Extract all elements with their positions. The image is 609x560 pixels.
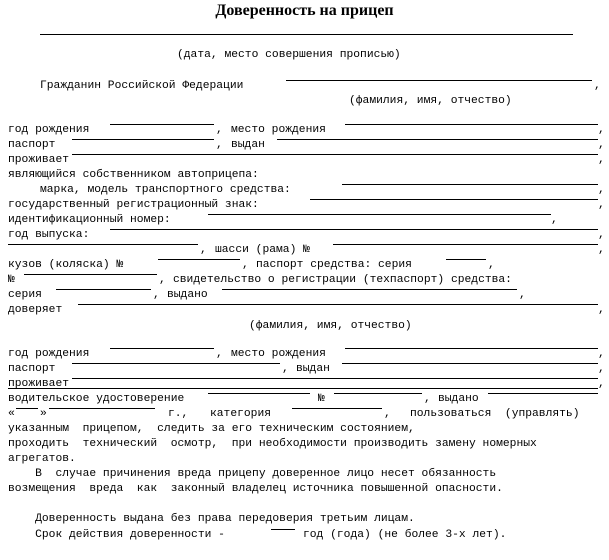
- brand-field[interactable]: [342, 184, 598, 185]
- body-field[interactable]: [158, 259, 240, 260]
- birthplace-field-2[interactable]: [345, 348, 598, 349]
- resides-label-2: проживает: [8, 378, 70, 390]
- series-label: серия: [8, 289, 42, 301]
- comma: ,: [598, 124, 605, 136]
- license-issued-field[interactable]: [488, 393, 598, 394]
- brand-label: марка, модель транспортного средства:: [40, 184, 291, 196]
- issued-label-3: выдан: [296, 363, 330, 375]
- citizen-label: Гражданин Российской Федерации: [40, 80, 244, 92]
- license-day-field[interactable]: [16, 408, 38, 409]
- comma: ,: [488, 259, 495, 271]
- birthplace-label-2: место рождения: [231, 348, 326, 360]
- comma: ,: [598, 154, 605, 166]
- body-label: кузов (коляска) №: [8, 259, 124, 271]
- birthplace-label-1: место рождения: [231, 124, 326, 136]
- comma: ,: [598, 244, 605, 256]
- paragraph-line-4: В случае причинения вреда прицепу доверенное лицо несет обязанность: [8, 468, 497, 480]
- passport-label-2: паспорт: [8, 363, 56, 375]
- date-place-field[interactable]: [40, 34, 573, 35]
- category-label: категория: [210, 408, 272, 420]
- comma: ,: [519, 289, 526, 301]
- resides-field-2[interactable]: [72, 378, 598, 379]
- date-open-quote: «: [8, 408, 15, 420]
- year-suffix: г.,: [168, 408, 189, 420]
- vehicle-passport-no-field[interactable]: [24, 274, 157, 275]
- resides-label-1: проживает: [8, 154, 70, 166]
- comma: ,: [216, 348, 223, 360]
- comma: ,: [242, 259, 249, 271]
- reg-sign-label: государственный регистрационный знак:: [8, 199, 259, 211]
- license-month-field[interactable]: [49, 408, 155, 409]
- birth-year-label-2: год рождения: [8, 348, 90, 360]
- comma: ,: [159, 274, 166, 286]
- paragraph-line-5: возмещения вреда как законный владелец источника повышенной опасности.: [8, 483, 503, 495]
- year-label: год выпуска:: [8, 229, 90, 241]
- fio-caption-1: (фамилия, имя, отчество): [349, 95, 512, 107]
- license-label: водительское удостоверение: [8, 393, 185, 405]
- date-place-caption: (дата, место совершения прописью): [177, 49, 401, 61]
- comma: ,: [551, 214, 558, 226]
- citizen-fio-field[interactable]: [286, 80, 592, 81]
- year-field-cont[interactable]: [8, 244, 198, 245]
- comma: ,: [598, 304, 605, 316]
- license-issued-label: выдано: [438, 393, 479, 405]
- validity-label: Срок действия доверенности -: [8, 529, 225, 541]
- comma: ,: [384, 408, 391, 420]
- comma: ,: [216, 139, 223, 151]
- trustee-fio-field[interactable]: [78, 304, 598, 305]
- document-title: Доверенность на прицеп: [215, 2, 394, 19]
- reg-cert-label: свидетельство о регистрации (техпаспорт) средства:: [173, 274, 512, 286]
- license-no-sign: №: [318, 393, 325, 405]
- passport-field-2[interactable]: [72, 363, 280, 364]
- owner-label: являющийся собственником автоприцепа:: [8, 169, 259, 181]
- paragraph-line-1: указанным прицепом, следить за его техническим состоянием,: [8, 423, 415, 435]
- birth-year-field-2[interactable]: [110, 348, 214, 349]
- vehicle-passport-label: паспорт средства: серия: [256, 259, 412, 271]
- reg-sign-field[interactable]: [310, 199, 598, 200]
- series-field[interactable]: [56, 289, 151, 290]
- comma: ,: [598, 363, 605, 375]
- birthplace-field-1[interactable]: [345, 124, 598, 125]
- comma: ,: [424, 393, 431, 405]
- validity-years-field[interactable]: [271, 529, 295, 530]
- vin-field[interactable]: [208, 214, 551, 215]
- use-text: пользоваться (управлять): [410, 408, 580, 420]
- paragraph-line-6: Доверенность выдана без права передоверия третьим лицам.: [8, 513, 415, 525]
- comma: ,: [282, 363, 289, 375]
- license-no-field[interactable]: [334, 393, 422, 394]
- comma: ,: [598, 378, 605, 390]
- comma: ,: [216, 124, 223, 136]
- passport-label-1: паспорт: [8, 139, 56, 151]
- vin-label: идентификационный номер:: [8, 214, 171, 226]
- chassis-label: шасси (рама) №: [215, 244, 310, 256]
- resides-field-1[interactable]: [72, 154, 598, 155]
- category-field[interactable]: [292, 408, 382, 409]
- issued-field-3[interactable]: [342, 363, 598, 364]
- resides-field-2-cont[interactable]: [8, 388, 598, 389]
- issued-label-2: выдано: [167, 289, 208, 301]
- passport-field-1[interactable]: [72, 139, 214, 140]
- birth-year-label-1: год рождения: [8, 124, 90, 136]
- comma: ,: [598, 199, 605, 211]
- issued-field-1[interactable]: [277, 139, 598, 140]
- year-field[interactable]: [110, 229, 598, 230]
- comma: ,: [153, 289, 160, 301]
- comma: ,: [200, 244, 207, 256]
- license-field[interactable]: [208, 393, 310, 394]
- trusts-label: доверяет: [8, 304, 63, 316]
- date-close-quote: »: [40, 408, 47, 420]
- comma: ,: [598, 184, 605, 196]
- fio-caption-2: (фамилия, имя, отчество): [249, 320, 412, 332]
- comma: ,: [594, 80, 601, 92]
- issued-label-1: выдан: [231, 139, 265, 151]
- no-sign: №: [8, 274, 15, 286]
- comma: ,: [598, 139, 605, 151]
- birth-year-field-1[interactable]: [110, 124, 214, 125]
- validity-suffix: год (года) (не более 3-х лет).: [303, 529, 507, 541]
- vehicle-passport-series-field[interactable]: [446, 259, 486, 260]
- paragraph-line-3: агрегатов.: [8, 453, 76, 465]
- comma: ,: [598, 229, 605, 241]
- paragraph-line-2: проходить технический осмотр, при необходимости производить замену номерных: [8, 438, 537, 450]
- issued-field-2[interactable]: [222, 289, 517, 290]
- chassis-field[interactable]: [333, 244, 598, 245]
- comma: ,: [598, 348, 605, 360]
